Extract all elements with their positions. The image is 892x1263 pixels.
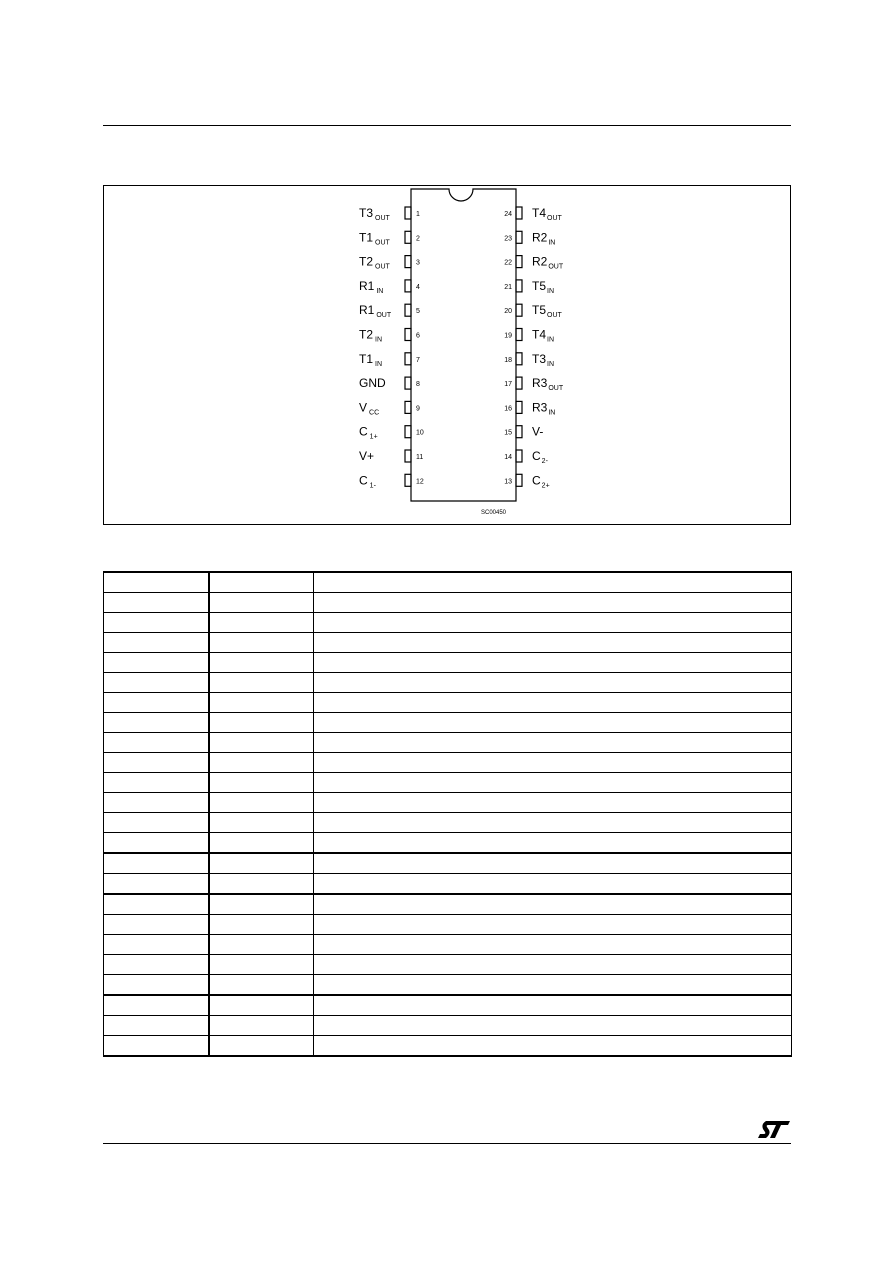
- table-row: [104, 773, 792, 793]
- right-pin-22: [504, 255, 564, 271]
- table-row: [104, 593, 792, 613]
- right-pin-15: [504, 425, 543, 439]
- table-row: [104, 613, 792, 633]
- pin-lead: [405, 280, 411, 292]
- pin-number: 17: [504, 381, 512, 389]
- table-row: [104, 572, 792, 593]
- pin-label: $T3_{IN}$: [532, 351, 555, 368]
- table-cell: [314, 693, 792, 713]
- pin-label: $T4_{IN}$: [532, 327, 555, 344]
- table-cell: [314, 673, 792, 693]
- pin-label: $R3_{OUT}$: [532, 376, 564, 393]
- table-row: [104, 833, 792, 854]
- table-cell: [104, 995, 209, 1016]
- table-row: [104, 955, 792, 975]
- table-cell: [104, 813, 209, 833]
- pin-number: 4: [416, 283, 420, 291]
- pin-label: V+: [359, 449, 375, 463]
- right-pin-21: [504, 279, 554, 295]
- table-row: [104, 915, 792, 935]
- pin-lead: [405, 256, 411, 268]
- pin-lead: [405, 231, 411, 243]
- table-cell: [209, 975, 314, 996]
- right-pin-24: [504, 206, 562, 222]
- pin-number: 23: [504, 235, 512, 243]
- pin-label: R1 $_{OUT}$: [359, 303, 392, 320]
- pin-number: 10: [416, 429, 424, 437]
- pin-label: T1 $_{OUT}$: [359, 230, 390, 247]
- pin-number: 16: [504, 405, 512, 413]
- table-cell: [314, 613, 792, 633]
- pin-label: T3 $_{OUT}$: [359, 206, 390, 222]
- pin-lead: [405, 474, 411, 486]
- table-cell: [314, 793, 792, 813]
- table-cell: [314, 874, 792, 895]
- table-cell: [104, 693, 209, 713]
- table-cell: [104, 613, 209, 633]
- table-cell: [314, 995, 792, 1016]
- pin-lead: [405, 450, 411, 462]
- table-cell: [209, 753, 314, 773]
- pin-label: $T5_{IN}$: [532, 278, 555, 295]
- left-pin-4: [359, 279, 420, 295]
- pin-number: 11: [416, 454, 424, 461]
- table-cell: [104, 793, 209, 813]
- table-row: [104, 813, 792, 833]
- pin-number: 1: [416, 211, 420, 218]
- table-row: [104, 793, 792, 813]
- table-cell: [209, 673, 314, 693]
- pin-number: 5: [416, 308, 420, 316]
- table-cell: [314, 975, 792, 996]
- footer-rule: [103, 1143, 791, 1144]
- table-cell: [209, 853, 314, 874]
- table-cell: [314, 894, 792, 915]
- pin-lead: [516, 304, 522, 316]
- table-cell: [314, 572, 792, 593]
- left-pin-10: [359, 425, 424, 441]
- pin-lead: [405, 401, 411, 413]
- table-cell: [209, 613, 314, 633]
- right-pin-20: [504, 303, 562, 319]
- pin-lead: [516, 231, 522, 243]
- pin-lead: [516, 207, 522, 219]
- table-cell: [209, 874, 314, 895]
- table-cell: [314, 853, 792, 874]
- pin-number: 20: [504, 308, 512, 316]
- right-pin-13: [504, 473, 549, 489]
- table-cell: [209, 1016, 314, 1036]
- table-cell: [209, 935, 314, 955]
- table-cell: [104, 572, 209, 593]
- table-row: [104, 653, 792, 673]
- pin-lead: [405, 353, 411, 365]
- right-pin-17: [504, 376, 564, 392]
- pin-lead: [516, 401, 522, 413]
- right-pin-23: [504, 230, 555, 246]
- pin-number: 15: [504, 429, 512, 437]
- st-logo: [757, 1118, 791, 1140]
- table-cell: [209, 955, 314, 975]
- right-pin-16: [504, 400, 555, 416]
- table-row: [104, 874, 792, 895]
- table-cell: [209, 713, 314, 733]
- table-cell: [209, 833, 314, 854]
- table-cell: [104, 833, 209, 854]
- pin-lead: [405, 426, 411, 438]
- left-pin-11: [359, 449, 423, 463]
- table-cell: [104, 633, 209, 653]
- table-cell: [104, 773, 209, 793]
- table-cell: [314, 915, 792, 935]
- pin-label: T2 $_{IN}$: [359, 327, 383, 344]
- pin-label: $C_{2+}$: [532, 473, 550, 490]
- diagram-caption: SC00450: [481, 510, 507, 516]
- table-cell: [104, 753, 209, 773]
- table-cell: [104, 1036, 209, 1057]
- pin-number: 9: [416, 405, 420, 413]
- pin-number: 21: [504, 283, 512, 291]
- table-cell: [314, 1036, 792, 1057]
- table-cell: [314, 633, 792, 653]
- pin-number: 12: [416, 478, 424, 486]
- table-cell: [209, 915, 314, 935]
- pin-lead: [516, 353, 522, 365]
- table-cell: [314, 773, 792, 793]
- table-cell: [314, 753, 792, 773]
- table-cell: [104, 915, 209, 935]
- table-row: [104, 935, 792, 955]
- table-cell: [209, 995, 314, 1016]
- table-row: [104, 894, 792, 915]
- left-pin-8: [359, 376, 420, 390]
- pin-lead: [516, 377, 522, 389]
- table-cell: [314, 1016, 792, 1036]
- pin-lead: [516, 474, 522, 486]
- right-pin-19: [504, 328, 554, 344]
- pin-label: V $_{CC}$: [359, 400, 380, 417]
- pin-number: 18: [504, 356, 512, 364]
- pin-label: $R2_{IN}$: [532, 230, 556, 247]
- pin-lead: [516, 256, 522, 268]
- pin-number: 13: [504, 478, 512, 486]
- table-row: [104, 733, 792, 753]
- table-cell: [314, 955, 792, 975]
- pin-label: $T5_{OUT}$: [532, 303, 562, 320]
- table-cell: [314, 733, 792, 753]
- table-cell: [314, 593, 792, 613]
- table-cell: [104, 653, 209, 673]
- pin-number: 22: [504, 259, 512, 267]
- table-cell: [209, 693, 314, 713]
- left-pin-7: [359, 352, 420, 368]
- table-cell: [209, 572, 314, 593]
- table-row: [104, 995, 792, 1016]
- chip-body: [411, 189, 516, 501]
- pin-lead: [405, 377, 411, 389]
- table-cell: [314, 935, 792, 955]
- pin-number: 2: [416, 235, 420, 243]
- pin-lead: [516, 329, 522, 341]
- pin-number: 14: [504, 454, 512, 461]
- table-cell: [314, 713, 792, 733]
- table-cell: [104, 593, 209, 613]
- pin-label: C $_{1-}$: [359, 473, 376, 490]
- table-cell: [104, 853, 209, 874]
- pin-lead: [405, 329, 411, 341]
- table-row: [104, 633, 792, 653]
- pin-label: V-: [532, 424, 544, 439]
- table-cell: [209, 813, 314, 833]
- table-cell: [314, 653, 792, 673]
- table-row: [104, 1016, 792, 1036]
- pin-number: 3: [416, 259, 420, 267]
- table-cell: [209, 773, 314, 793]
- table-cell: [104, 894, 209, 915]
- header-rule: [103, 125, 791, 126]
- table-cell: [104, 673, 209, 693]
- pin-number: 24: [504, 211, 512, 218]
- table-cell: [104, 955, 209, 975]
- pin-label: $R3_{IN}$: [532, 400, 556, 417]
- chip-pinout-svg: [104, 186, 790, 524]
- table-row: [104, 753, 792, 773]
- table-cell: [209, 733, 314, 753]
- table-cell: [104, 874, 209, 895]
- left-pin-12: [359, 473, 424, 489]
- pin-number: 19: [504, 332, 512, 340]
- table-row: [104, 853, 792, 874]
- table-row: [104, 673, 792, 693]
- pin-lead: [516, 450, 522, 462]
- pin-lead: [405, 207, 411, 219]
- table-cell: [209, 1036, 314, 1057]
- pin-connection-diagram: [103, 185, 791, 525]
- pin-lead: [516, 280, 522, 292]
- pin-label: T1 $_{IN}$: [359, 351, 383, 368]
- pin-number: 7: [416, 356, 420, 364]
- pin-label: $C_{2-}$: [532, 449, 548, 465]
- pin-label: T2 $_{OUT}$: [359, 254, 390, 271]
- pin-label: $R2_{OUT}$: [532, 254, 564, 271]
- table-cell: [209, 793, 314, 813]
- table-cell: [209, 653, 314, 673]
- table-row: [104, 1036, 792, 1057]
- pin-label: $T4_{OUT}$: [532, 206, 562, 222]
- table-cell: [104, 713, 209, 733]
- table-cell: [209, 593, 314, 613]
- pin-lead: [405, 304, 411, 316]
- pin-label: C $_{1+}$: [359, 424, 378, 441]
- table-cell: [209, 633, 314, 653]
- table-row: [104, 693, 792, 713]
- pin-number: 6: [416, 332, 420, 340]
- pin-number: 8: [416, 381, 420, 389]
- right-pin-14: [504, 449, 548, 465]
- table-cell: [104, 1016, 209, 1036]
- pin-label: R1 $_{IN}$: [359, 278, 384, 295]
- right-pin-18: [504, 352, 554, 368]
- pin-lead: [516, 426, 522, 438]
- pin-label: GND: [359, 376, 386, 391]
- table-cell: [104, 935, 209, 955]
- table-cell: [314, 813, 792, 833]
- table-cell: [104, 975, 209, 996]
- table-cell: [314, 833, 792, 854]
- table-row: [104, 713, 792, 733]
- table-cell: [104, 733, 209, 753]
- pin-description-table: [103, 571, 792, 1057]
- table-cell: [209, 894, 314, 915]
- table-row: [104, 975, 792, 996]
